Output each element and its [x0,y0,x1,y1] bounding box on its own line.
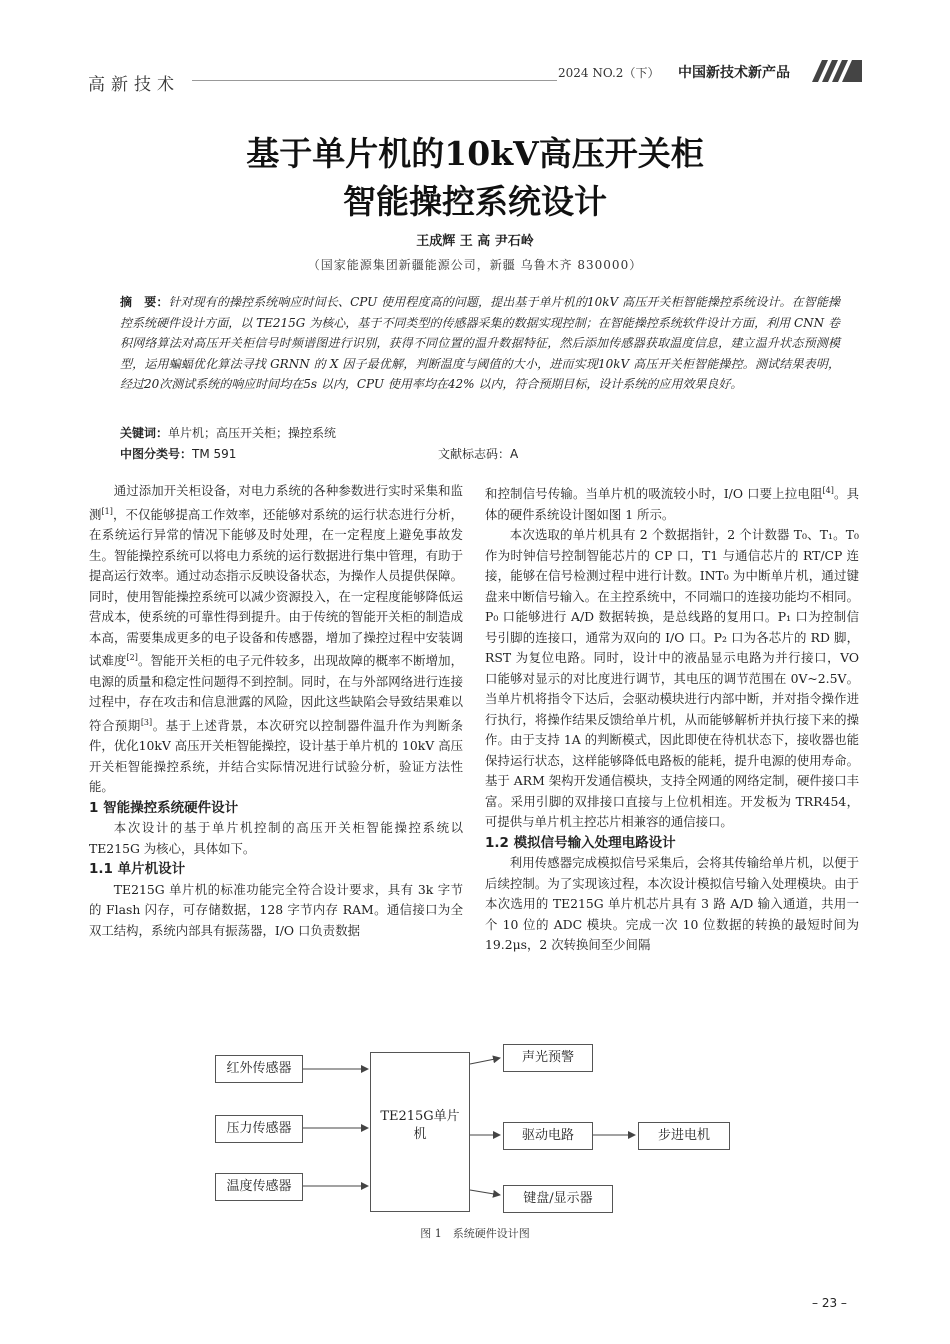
citation-2: [2] [126,653,138,663]
arrow-mcu-to-alarm [470,1058,500,1064]
title-line-2: 智能操控系统设计 [343,182,607,221]
box-driver-circuit: 驱动电路 [503,1122,593,1150]
intro-text-d: 。基于上述背景，本次研究以控制器件温升作为判断条件，优化10kV 高压开关柜智能操控，设计基于单片机的 10kV 高压开关柜智能操控系统，并结合实际情况进行试验分析，验证方法性能。 [89,717,464,795]
mcu-label-line-1: TE215G单片 [380,1109,460,1124]
mcu-label-line-2: 机 [413,1127,427,1142]
running-head-section: 高新技术 [88,75,180,95]
citation-4: [4] [822,486,834,495]
classification [120,445,236,462]
intro-text-b: ，不仅能够提高工作效率，还能够对系统的运行状态进行分析，在系统运行异常的情况下能够及时处理，在一定程度上避免事故发生。智能操控系统可以将电力系统的运行数据进行集中管理，有助于提高运行效率。通过动态指示反映设备状态，为操作人员提供保障。同时，使用智能操控系统可以减少资源投入，在一定程度能够降低运营成本，使系统的可靠性得到提升。由于传统的智能开关柜的制造成本高，需要集成更多的电子设备和传感器，增加了操控过程中安装调试难度 [89,506,464,669]
section-1-1-paragraph: TE215G 单片机的标准功能完全符合设计要求，具有 3k 字节的 Flash 闪存，可存储数据，128 字节内存 RAM。通信接口为全双工结构，系统内部具有振荡器，I/O 口负责数据 [89,881,463,938]
body-right-column [485,481,859,956]
figure-1-caption: 图 1 系统硬件设计图 [420,1227,530,1240]
continued-text-b: 。具体的硬件系统设计图如图 1 所示。 [485,486,860,522]
affiliation: （国家能源集团新疆能源公司，新疆 乌鲁木齐 830000） [307,258,643,272]
mcu-details-paragraph: 本次选取的单片机具有 2 个数据指针，2 个计数器 T₀、T₁。T₀ 作为时钟信号控制智能芯片的 CP 口，T1 与通信芯片的 RT/CP 连接，能够在信号检测过程中进行计数。INT₀ 为中断单片机，通过键盘来中断信号输入。在主控系统中，不同端口的连接功能均不相同。P₀ 口能够进行 A/D 数据转换，是总线路的复用口。P₁ 口为控制信号引脚的连接口，通常为双向的 I/O 口。P₂ 口为各芯片的 RD 脚，RST 为复位电路。同时，设计中的液晶显示电路为并行接口，VO 口能够对显示的对比度进行调节，其电压的调节范围在 0V~2.5V。当单片机将指令下达后，会驱动模块进行内部中断，并对指令操作进行执行，将操作结果反馈给单片机，从而能够解析并执行接下来的操作。由于支持 1A 的判断模式，因此即使在待机状态下，接收器也能保持运行状态，这样能够降低电路板的能耗，提升电源的使用寿命。基于 ARM 架构开发通信模块，支持全网通的网络定制，硬件接口丰富。采用引脚的双排接口直接与上位机相连。开发板为 TRR454，可提供与单片机主控芯片相兼容的通信接口。 [485,527,859,830]
box-temperature-sensor: 温度传感器 [215,1173,303,1201]
keywords-text: 单片机；高压开关柜；操控系统 [168,426,337,440]
authors: 王成辉 王 高 尹石岭 [416,234,534,249]
intro-text-a: 通过添加开关柜设备，对电力系统的各种参数进行实时采集和监测 [89,483,463,522]
body-left-column [89,481,463,941]
doc-code-label: 文献标志码： [438,447,511,461]
section-1-1-heading: 1.1 单片机设计 [89,861,186,878]
citation-1: [1] [101,506,113,516]
continued-paragraph [485,481,859,525]
section-1-heading: 1 智能操控系统硬件设计 [89,799,239,816]
issue-label: 2024 NO.2（下） [558,66,660,80]
keywords [120,424,336,441]
document-code [438,445,518,462]
journal-logo-stripes [812,60,862,82]
section-1-2-paragraph: 利用传感器完成模拟信号采集后，会将其传输给单片机，以便于后续控制。为了实现该过程，本次设计模拟信号输入处理模块。由于本次选用的 TE215G 单片机芯片具有 3 路 A/D 输入通道，共用一个 10 位的 ADC 模块。完成一次 10 位数据的转换的最短时间为 19.2μs，2 次转换间至少间隔 [485,855,859,953]
box-pressure-sensor: 压力传感器 [215,1115,303,1143]
citation-3: [3] [140,717,153,727]
section-1-paragraph: 本次设计的基于单片机控制的高压开关柜智能操控系统以 TE215G 为核心，具体如下。 [89,820,463,856]
abstract-text: 针对现有的操控系统响应时间长、CPU 使用程度高的问题，提出基于单片机的10kV 高压开关柜智能操控系统设计。在智能操控系统硬件设计方面，以 TE215G 为核心，基于不同类型的传感器采集的数据实现控制；在智能操控系统软件设计方面，利用 CNN 卷积网络算法对高压开关柜信号时频谱图进行识别，获得不同位置的温升数据特征，然后添加传感器获取温度信息，建立温升状态预测模型，运用蝙蝠优化算法寻找 GRNN 的 X 因子最优解，判断温度与阈值的大小，进而实现10kV 高压开关柜智能操控。测试结果表明，经过20次测试系统的响应时间均在5s 以内，CPU 使用率均在42% 以内，符合预期目标，设计系统的应用效果良好。 [120,295,840,391]
page-number: – 23 – [812,1296,847,1310]
box-stepper-motor: 步进电机 [638,1122,730,1150]
continued-text-a: 和控制信号传输。当单片机的吸流较小时，I/O 口要上拉电阻 [485,486,823,502]
classification-code: TM 591 [192,447,237,461]
abstract-label: 摘 要： [120,295,169,309]
figure-1-diagram [205,1040,765,1220]
title-line-1: 基于单片机的10kV高压开关柜 [246,134,704,173]
intro-paragraph [89,481,463,798]
box-mcu [370,1052,470,1212]
box-keyboard-display: 键盘/显示器 [503,1185,613,1213]
arrow-mcu-to-keyboard [470,1190,500,1195]
header-rule [192,80,557,81]
section-1-2-heading: 1.2 模拟信号输入处理电路设计 [485,834,676,851]
classification-label: 中图分类号： [120,447,193,461]
journal-name: 中国新技术新产品 [678,65,790,81]
box-ir-sensor: 红外传感器 [215,1055,303,1083]
doc-code-value: A [510,447,519,461]
keywords-label: 关键词： [120,426,169,440]
box-alarm: 声光预警 [503,1044,593,1072]
abstract [120,292,840,395]
intro-text-c: 。智能开关柜的电子元件较多，出现故障的概率不断增加，电源的质量和稳定性问题得不到控制。同时，在与外部网络进行连接过程中，存在攻击和信息泄露的风险，因此这些缺陷会导致结果难以符合预期 [89,653,464,733]
